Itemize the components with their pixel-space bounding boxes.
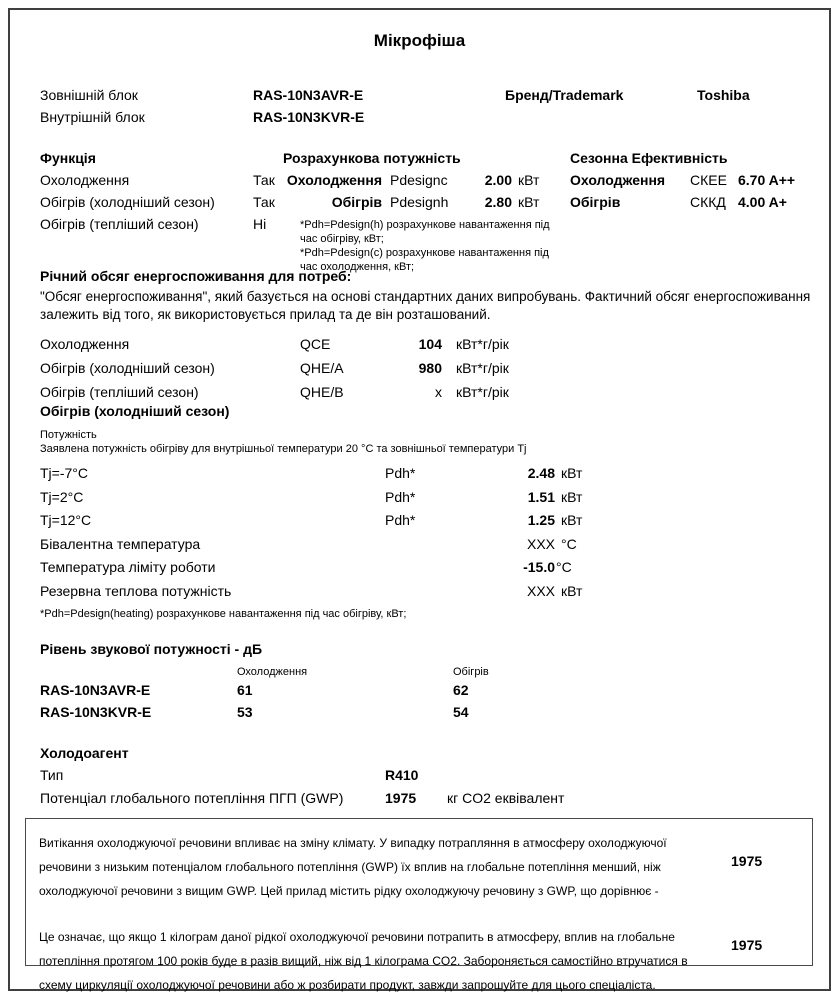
refrigerant-type-row — [40, 764, 812, 787]
annual-row-cooling — [40, 332, 812, 356]
heating-section — [40, 403, 812, 621]
function-label: Охолодження — [40, 172, 130, 188]
design-load-row-heating — [283, 191, 568, 213]
brand-value: Toshiba — [697, 87, 750, 103]
heating-label: Tj=2°C — [40, 488, 84, 505]
gwp-warning-value-1: 1975 — [731, 853, 763, 869]
annual-label: Охолодження — [40, 336, 130, 352]
refrigerant-gwp-row — [40, 787, 812, 810]
design-load-section — [283, 150, 568, 274]
annual-label: Обігрів (холодніший сезон) — [40, 360, 215, 376]
heating-value: -15.0 — [523, 559, 555, 575]
heating-unit: °C — [561, 535, 577, 552]
annual-label: Обігрів (тепліший сезон) — [40, 384, 199, 400]
heating-label: Бівалентна температура — [40, 535, 201, 552]
heating-value: XXX — [526, 535, 555, 552]
unit-header-block — [40, 84, 800, 128]
refrigerant-type-label: Тип — [40, 767, 64, 783]
heating-row-limit-temp — [40, 556, 812, 580]
heating-unit: кВт — [561, 512, 583, 528]
function-value: Ні — [253, 216, 267, 232]
sound-col-cooling: Охолодження — [237, 666, 308, 678]
indoor-unit-row — [40, 106, 800, 128]
design-load-unit: кВт — [518, 194, 540, 210]
seff-code: СКЕЕ — [690, 172, 727, 188]
heating-footnote: *Pdh=Pdesign(heating) розрахункове навантаження під час обігріву, кВт; — [40, 608, 407, 620]
sound-row-indoor — [40, 701, 812, 723]
annual-value: 980 — [418, 360, 442, 376]
design-load-label: Обігрів — [331, 194, 382, 210]
annual-value: x — [435, 384, 442, 400]
annual-energy-section — [40, 268, 812, 404]
design-load-value: 2.00 — [484, 172, 512, 188]
heating-label: Tj=12°C — [40, 512, 92, 528]
heating-label: Tj=-7°C — [40, 465, 88, 481]
annual-energy-description: "Обсяг енергоспоживання", який базується на основі стандартних даних випробувань. Фактичний обсяг енергоспоживання залежить від того, як використовується прилад та де він розташований. — [40, 289, 811, 322]
indoor-unit-model: RAS-10N3KVR-E — [253, 109, 365, 125]
refrigerant-gwp-unit: кг CO2 еквівалент — [447, 790, 565, 806]
annual-row-heating-cold — [40, 356, 812, 380]
heating-label: Резервна теплова потужність — [40, 582, 232, 599]
heating-unit: кВт — [561, 488, 583, 505]
design-load-code: Pdesignc — [390, 172, 448, 188]
seff-value: 4.00 A+ — [738, 194, 787, 210]
annual-code: QHE/B — [300, 384, 344, 400]
design-load-value: 2.80 — [484, 194, 512, 210]
design-load-label: Охолодження — [286, 172, 382, 188]
function-label: Обігрів (холодніший сезон) — [40, 194, 215, 210]
seasonal-efficiency-section — [570, 150, 820, 213]
annual-unit: кВт*г/рік — [456, 336, 509, 352]
heating-unit: °C — [556, 559, 572, 575]
heating-subheader: Потужність — [40, 429, 97, 441]
sound-row-outdoor — [40, 679, 812, 701]
refrigerant-header: Холодоагент — [40, 745, 129, 761]
heating-value: XXX — [526, 582, 555, 599]
design-load-row-cooling — [283, 169, 568, 191]
refrigerant-section — [40, 745, 812, 810]
sound-model: RAS-10N3KVR-E — [40, 704, 152, 720]
function-value: Так — [253, 194, 275, 210]
outdoor-unit-row — [40, 84, 800, 106]
seff-label: Обігрів — [570, 194, 621, 210]
refrigerant-gwp-value: 1975 — [385, 790, 417, 806]
design-load-footnote-1: *Pdh=Pdesign(h) розрахункове навантаження під час обігріву, кВт; — [300, 219, 550, 245]
seff-label: Охолодження — [570, 172, 666, 188]
gwp-warning-paragraph-1 — [39, 831, 800, 903]
heating-code: Pdh* — [385, 488, 416, 505]
function-row-heating-warm — [40, 213, 290, 235]
seff-value: 6.70 A++ — [738, 172, 796, 188]
seff-row-cooling — [570, 169, 820, 191]
seasonal-efficiency-header: Сезонна Ефективність — [570, 150, 728, 166]
outdoor-unit-label: Зовнішній блок — [40, 87, 138, 103]
gwp-warning-text-1: Витікання охолоджуючої речовини впливає на зміну клімату. У випадку потрапляння в атмосферу охолоджуючої речовини з низьким потенціалом глобального потепління (GWP) їх вплив на глобальне потепління менший, ніж охолоджуючої речовини з вищим GWP. Цей прилад містить рідку охолоджуючу речовину з GWP, що дорівнює - — [39, 836, 667, 898]
sound-power-header: Рівень звукової потужності - дБ — [40, 641, 263, 657]
annual-value: 104 — [418, 336, 442, 352]
gwp-warning-value-2: 1975 — [731, 937, 763, 953]
heating-row-bivalent — [40, 533, 812, 557]
sound-power-section — [40, 641, 812, 723]
design-load-code: Pdesignh — [390, 194, 449, 210]
heating-value: 1.51 — [527, 488, 555, 505]
brand-label: Бренд/Trademark — [505, 87, 624, 103]
annual-unit: кВт*г/рік — [456, 384, 509, 400]
gwp-warning-paragraph-2 — [39, 925, 800, 997]
function-value: Так — [253, 172, 275, 188]
function-header: Функція — [40, 150, 96, 166]
sound-cooling-value: 53 — [237, 704, 253, 720]
refrigerant-type-value: R410 — [385, 767, 419, 783]
heating-label: Температура ліміту роботи — [40, 559, 216, 575]
heating-note: Заявлена потужність обігріву для внутрішньої температури 20 °С та зовнішньої температури Tj — [40, 443, 527, 455]
design-load-unit: кВт — [518, 172, 540, 188]
heating-unit: кВт — [561, 582, 583, 599]
heating-value: 1.25 — [527, 512, 555, 528]
heating-unit: кВт — [561, 465, 583, 481]
gwp-warning-box — [25, 818, 813, 992]
heating-row-tj-7 — [40, 462, 812, 486]
refrigerant-gwp-label: Потенціал глобального потепління ПГП (GWP) — [40, 790, 344, 806]
seff-code: СККД — [690, 194, 726, 210]
heating-header: Обігрів (холодніший сезон) — [40, 403, 230, 419]
annual-unit: кВт*г/рік — [456, 360, 509, 376]
outdoor-unit-model: RAS-10N3AVR-E — [253, 87, 364, 103]
design-load-header: Розрахункова потужність — [283, 150, 461, 166]
function-row-heating-cold — [40, 191, 290, 213]
annual-code: QHE/A — [300, 360, 344, 376]
sound-col-heating: Обігрів — [453, 666, 489, 678]
annual-row-heating-warm — [40, 380, 812, 404]
heating-row-tj2 — [40, 486, 812, 510]
page-title: Мікрофіша — [373, 31, 466, 50]
function-label: Обігрів (тепліший сезон) — [40, 216, 199, 232]
heating-row-backup — [40, 580, 812, 604]
seff-row-heating — [570, 191, 820, 213]
annual-code: QCE — [300, 336, 331, 352]
function-row-cooling — [40, 169, 290, 191]
sound-cooling-value: 61 — [237, 682, 253, 698]
design-load-footnote-2: *Pdh=Pdesign(c) розрахункове навантаження під час охолодження, кВт; — [300, 247, 549, 273]
sound-model: RAS-10N3AVR-E — [40, 682, 151, 698]
function-section — [40, 150, 290, 235]
heating-row-tj12 — [40, 509, 812, 533]
gwp-warning-text-2: Це означає, що якщо 1 кілограм даної рідкої охолоджуючої речовини потрапить в атмосферу, вплив на глобальне потепління протягом 100 років буде в разів вищий, ніж від 1 кілограма CO2. Забороняється самостійно втручатися в схему циркуляції охолоджуючої речовини або ж розбирати продукт, завжди запрошуйте для цього спеціаліста. — [39, 930, 688, 992]
sound-heating-value: 54 — [453, 704, 469, 720]
heating-value: 2.48 — [527, 465, 555, 481]
heating-code: Pdh* — [385, 512, 416, 528]
indoor-unit-label: Внутрішній блок — [40, 109, 145, 125]
sound-heating-value: 62 — [453, 682, 469, 698]
sound-power-column-headers — [40, 665, 812, 679]
heating-code: Pdh* — [385, 465, 416, 481]
annual-energy-header: Річний обсяг енергоспоживання для потреб: — [40, 268, 352, 284]
